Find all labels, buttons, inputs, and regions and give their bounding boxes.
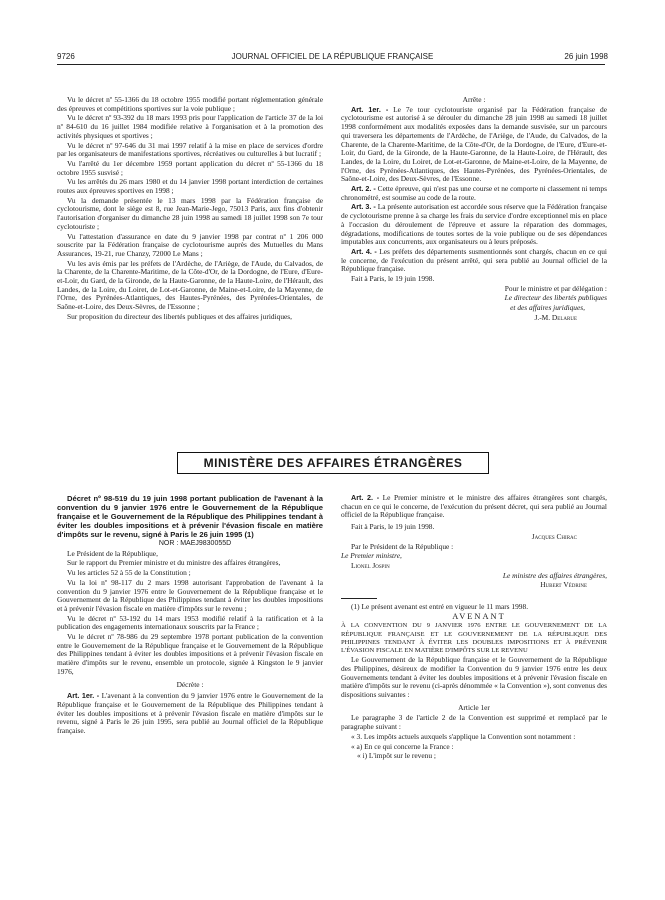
signature-line: et des affaires juridiques, <box>510 303 585 313</box>
article-2: Art. 2. - Cette épreuve, qui n'est pas une course et ne comporte ni classement ni temps chronométré, est soumise au code de la route. <box>341 184 608 202</box>
bottom-left-column <box>57 494 323 737</box>
signature-line: Pour le ministre et par délégation : <box>504 283 607 293</box>
header-rule <box>57 64 605 65</box>
signature-line: Le directeur des libertés publiques <box>504 293 607 303</box>
footnote-rule <box>341 598 377 599</box>
list-item: « a) En ce qui concerne la France : <box>351 741 454 751</box>
par-le-president: Par le Président de la République : <box>351 541 454 551</box>
visa-paragraph: Vu le décret nº 53-192 du 14 mars 1953 modifié relatif à la ratification et à la publication des engagements internationaux souscrits par la France ; <box>57 613 323 632</box>
preamble: Le Gouvernement de la République française et le Gouvernement de la République des Philippines, désireux de modifier la Convention du 9 janvier 1976 entre les deux Gouvernements tendant à éviter les doubles impositions et à prévenir l'évasion fiscale en matière d'impôts sur le revenu (ci-après dénommée « la Convention »), sont convenus des dispositions suivantes : <box>341 655 607 700</box>
article-1: Art. 1er. - Le 7e tour cyclotouriste organisé par la Fédération française de cyclotourisme est autorisé à se dérouler du dimanche 28 juin 1998 au samedi 18 juillet 1998 conformément aux modalités exposées dans la demande susvisée, sur un parcours qui traversera les départements de l'Ardèche, de l'Ariège, de l'Aude, du Calvados, de la Charente, de la Charente-Maritime, de la Côte-d'Or, de la Dordogne, de l'Eure, d'Eure-et-Loir, du Gard, de la Gironde, de la Haute-Garonne, de la Haute-Loire, de l'Hérault, des Landes, de la Loire, du Loiret, de Lot-et-Garonne, de Maine-et-Loire, de la Mayenne, de l'Orne, des Pyrénées-Atlantiques, des Hautes-Pyrénées, des Pyrénées-Orientales, de Saône-et-Loire, des Deux-Sèvres, de l'Essonne. <box>341 104 607 184</box>
ministry-title: MINISTÈRE DES AFFAIRES ÉTRANGÈRES <box>203 456 463 470</box>
article-text: Le paragraphe 3 de l'article 2 de la Convention est supprimé et remplacé par le paragraphe suivant : <box>341 713 607 732</box>
top-right-column <box>341 96 607 324</box>
visa-paragraph: Vu le décret nº 55-1366 du 18 octobre 1955 modifié portant réglementation générale des épreuves et compétitions sportives sur la voie publique ; <box>57 95 323 113</box>
signatory-name: Jacques Chirac <box>531 531 577 541</box>
header-date: 26 juin 1998 <box>564 52 608 61</box>
article-label: Art. 3. - <box>351 202 376 212</box>
article-label: Art. 2. - <box>351 184 376 194</box>
fait-a-paris: Fait à Paris, le 19 juin 1998. <box>351 522 435 532</box>
list-item: « i) L'impôt sur le revenu ; <box>357 751 436 761</box>
visa-paragraph: Vu le décret nº 97-646 du 31 mai 1997 relatif à la mise en place de services d'ordre par les organisateurs de manifestations sportives, récréatives ou culturelles à but lucratif ; <box>57 140 323 159</box>
visa-paragraph: Vu la loi nº 98-117 du 2 mars 1998 autorisant l'approbation de l'avenant à la convention du 9 janvier 1976 entre le Gouvernement de la République française et le Gouvernement de la République des Philippines tendant à éviter les doubles impositions et à prévenir l'évasion fiscale en matière d'impôts sur le revenu ; <box>57 577 323 613</box>
ministre-title: Le ministre des affaires étrangères, <box>502 570 607 580</box>
decrete-heading: Décrète : <box>176 679 204 689</box>
signatory-name: Lionel Jospin <box>351 560 390 570</box>
visa-paragraph: Vu le décret nº 78-986 du 29 septembre 1978 portant publication de la convention entre le Gouvernement de la République française et le Gouvernement de la République des Philippines tendant à éviter les doubles impositions et à prévenir l'évasion fiscale en matière d'impôts sur le revenu, ensemble un protocole, signée à Kingston le 9 janvier 1976, <box>57 632 323 676</box>
visa-paragraph: Vu la demande présentée le 13 mars 1998 par la Fédération française de cyclotourisme, dont le siège est 8, rue Jean-Marie-Jego, 75013 Paris, aux fins d'obtenir l'autorisation d'organiser du dimanche 28 juin 1998 au samedi 18 juillet 1998 son 7e tour cyclotouriste ; <box>57 195 323 231</box>
visa-paragraph: Vu les avis émis par les préfets de l'Ardèche, de l'Ariège, de l'Aude, du Calvados, de la Charente, de la Charente-Maritime, de la Côte-d'Or, de la Dordogne, de l'Eure, d'Eure-et-Loir, du Gard, de la Gironde, de la Haute-Garonne, de la Haute-Loire, de l'Hérault, des Landes, de la Loire, du Loiret, de Lot-et-Garonne, de Maine-et-Loire, de la Mayenne, de l'Orne, des Pyrénées-Atlantiques, des Hautes-Pyrénées, des Pyrénées-Orientales, de Saône-et-Loire, des Deux-Sèvres, de l'Essonne ; <box>57 258 323 312</box>
visa-paragraph: Vu les articles 52 à 55 de la Constitution ; <box>67 568 191 578</box>
visa-paragraph: Vu les arrêtés du 26 mars 1980 et du 14 janvier 1998 portant interdiction de certaines routes aux épreuves sportives en 1998 ; <box>57 177 323 196</box>
arrete-heading: Arrête : <box>462 95 486 104</box>
president-line: Le Président de la République, <box>67 548 158 558</box>
footnote: (1) Le présent avenant est entré en vigueur le 11 mars 1998. <box>351 602 529 612</box>
fait-a-paris: Fait à Paris, le 19 juin 1998. <box>351 274 435 284</box>
article-3: Art. 3. - La présente autorisation est accordée sous réserve que la Fédération française de cyclotourisme prenne à sa charge les frais du service d'ordre exceptionnel mis en place à l'occasion du déroulement de l'épreuve et assure la réparation des dommages, dégradations, modifications de toutes sortes de la voie publique ou de ses dépendances imputables aux concurrents, aux organisateurs ou à leurs préposés. <box>341 202 608 247</box>
visa-paragraph: Sur le rapport du Premier ministre et du ministre des affaires étrangères, <box>67 558 281 568</box>
visa-paragraph: Vu l'attestation d'assurance en date du 9 janvier 1998 par contrat nº 1 206 000 souscrite par la Fédération française de cyclotourisme auprès des Mutuelles du Mans Assurances, 19-21, rue Chanzy, 72000 Le Mans ; <box>57 231 323 258</box>
bottom-right-column <box>341 494 607 762</box>
visa-paragraph: Vu l'arrêté du 1er décembre 1959 portant application du décret nº 55-1366 du 18 octobre 1955 susvisé ; <box>57 158 323 177</box>
avenant-description: À LA CONVENTION DU 9 JANVIER 1976 ENTRE LE GOUVERNEMENT DE LA RÉPUBLIQUE FRANÇAISE ET LE GOUVERNEMENT DE LA RÉPUBLIQUE DES PHILIPPINES TENDANT À ÉVITER LES DOUBLES IMPOSITIONS ET À PRÉVENIR L'ÉVASION FISCALE EN MATIÈRE D'IMPÔTS SUR LE REVENU <box>341 622 607 655</box>
page-number: 9726 <box>57 52 75 61</box>
visa-paragraph: Vu le décret nº 93-392 du 18 mars 1993 pris pour l'application de l'article 37 de la loi nº 84-610 du 16 juillet 1984 modifiée relative à l'organisation et à la promotion des activités physiques et sportives ; <box>57 113 323 140</box>
decret-title: Décret nº 98-519 du 19 juin 1998 portant publication de l'avenant à la convention du 9 janvier 1976 entre le Gouvernement de la République française et le Gouvernement de la République des Philippines tendant à éviter les doubles impositions et à prévenir l'évasion fiscale en matière d'impôts sur le revenu, signé à Paris le 26 juin 1995 (1) <box>57 494 323 539</box>
top-left-column <box>57 96 323 323</box>
article-4: Art. 4. - Les préfets des départements susmentionnés sont chargés, chacun en ce qui le concerne, de l'exécution du présent arrêté, qui sera publié au Journal officiel de la République française. <box>341 246 607 274</box>
article-heading: Article 1er <box>458 702 490 712</box>
article-label: Art. 1er. - <box>351 104 389 114</box>
article-2: Art. 2. - Le Premier ministre et le ministre des affaires étrangères sont chargés, chacun en ce qui le concerne, de l'exécution du présent décret, qui sera publié au Journal officiel de la République française. <box>341 493 607 520</box>
article-label: Art. 1er. - <box>67 691 100 701</box>
premier-ministre: Le Premier ministre, <box>341 551 402 561</box>
signatory-name: J.-M. Delarue <box>534 312 577 322</box>
signatory-name: Hubert Védrine <box>540 580 587 590</box>
quote-paragraph: « 3. Les impôts actuels auxquels s'applique la Convention sont notamment : <box>351 731 576 741</box>
article-1: Art. 1er. - L'avenant à la convention du 9 janvier 1976 entre le Gouvernement de la République française et le Gouvernement de la République des Philippines tendant à éviter les doubles impositions et à prévenir l'évasion fiscale en matière d'impôts sur le revenu, signé à Paris le 26 juin 1995, sera publié au Journal officiel de la République française. <box>57 691 323 736</box>
journal-title: JOURNAL OFFICIEL DE LA RÉPUBLIQUE FRANÇAISE <box>231 52 434 61</box>
ministry-heading-box <box>177 452 489 474</box>
article-label: Art. 4. - <box>351 246 377 256</box>
avenant-heading: AVENANT <box>452 611 506 621</box>
visa-paragraph: Sur proposition du directeur des libertés publiques et des affaires juridiques, <box>67 311 293 321</box>
nor-reference: NOR : MAEJ9830055D <box>158 540 232 547</box>
article-label: Art. 2. - <box>351 493 380 502</box>
